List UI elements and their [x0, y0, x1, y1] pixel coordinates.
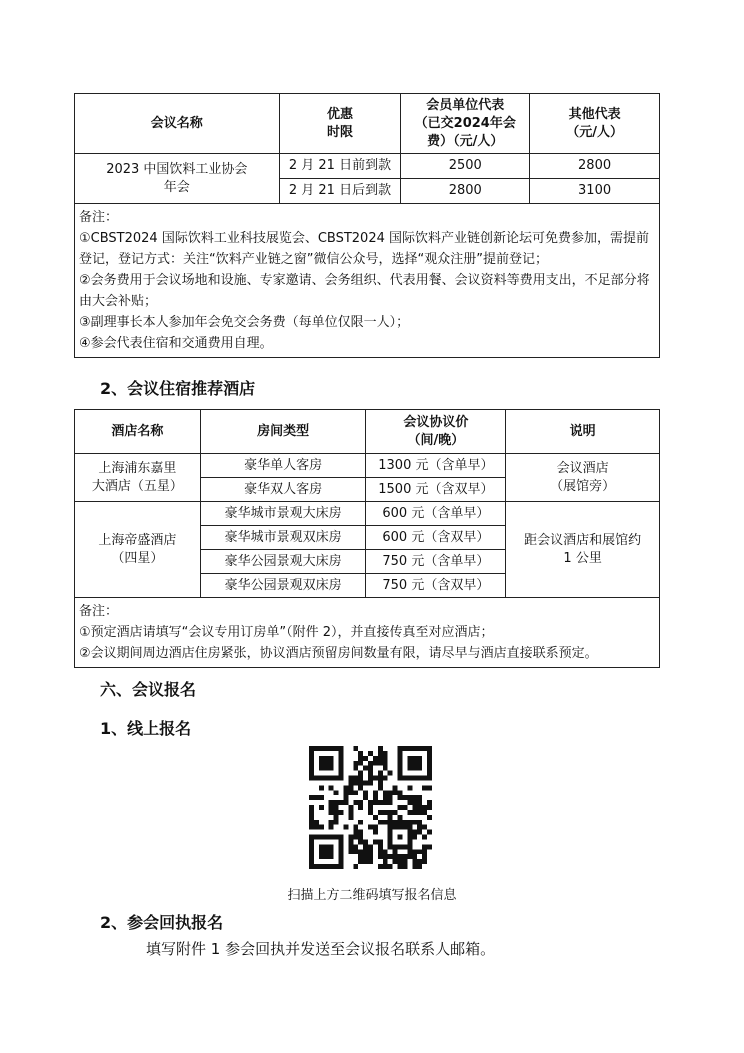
qr-caption: 扫描上方二维码填写报名信息 — [287, 888, 457, 903]
room-type-cell: 豪华双人客房 — [200, 478, 366, 502]
other-fee-cell: 2800 — [530, 154, 660, 179]
hotel-notes-row — [75, 598, 660, 668]
other-fee-cell: 3100 — [530, 179, 660, 204]
receipt-registration-title: 2、参会回执报名 — [100, 913, 224, 932]
room-price-cell: 600 元（含单早） — [366, 502, 506, 526]
fee-table — [74, 93, 660, 358]
note-line: 备注： — [79, 604, 119, 619]
header-meeting-name: 会议名称 — [75, 94, 280, 154]
hotel-note-cell: 距会议酒店和展馆约 1 公里 — [506, 502, 660, 598]
period-cell: 2 月 21 日后到款 — [279, 179, 401, 204]
hotel-name-cell: 上海帝盛酒店 （四星） — [75, 502, 201, 598]
note-line: ④参会代表住宿和交通费用自理。 — [79, 336, 273, 351]
header-discount-period: 优惠 时限 — [279, 94, 401, 154]
fee-row — [75, 154, 660, 179]
hotel-table-header-row — [75, 410, 660, 454]
header-hotel-name: 酒店名称 — [75, 410, 201, 454]
header-member-fee: 会员单位代表 （已交2024年会 费）（元/人） — [401, 94, 530, 154]
header-price: 会议协议价 （间/晚） — [366, 410, 506, 454]
room-price-cell: 1500 元（含双早） — [366, 478, 506, 502]
section-hotel-title: 2、会议住宿推荐酒店 — [100, 379, 256, 398]
note-line: ①CBST2024 国际饮料工业科技展览会、CBST2024 国际饮料产业链创新论坛可免费参加，需提前登记，登记方式：关注“饮料产业链之窗”微信公众号，选择“观众注册”提前登记； — [79, 231, 650, 267]
room-type-cell: 豪华城市景观双床房 — [200, 526, 366, 550]
note-line: ①预定酒店请填写“会议专用订房单”（附件 2），并直接传真至对应酒店； — [79, 625, 494, 640]
section-registration-title: 六、会议报名 — [100, 680, 197, 699]
room-type-cell: 豪华城市景观大床房 — [200, 502, 366, 526]
header-other-fee: 其他代表 （元/人） — [530, 94, 660, 154]
note-line: ②会议期间周边酒店住房紧张，协议酒店预留房间数量有限，请尽早与酒店直接联系预定。 — [79, 646, 598, 661]
member-fee-cell: 2500 — [401, 154, 530, 179]
room-type-cell: 豪华公园景观双床房 — [200, 574, 366, 598]
receipt-instruction: 填写附件 1 参会回执并发送至会议报名联系人邮箱。 — [146, 940, 496, 958]
hotel-note-cell: 会议酒店 （展馆旁） — [506, 454, 660, 502]
hotel-table — [74, 409, 660, 668]
hotel-name-cell: 上海浦东嘉里 大酒店（五星） — [75, 454, 201, 502]
room-price-cell: 750 元（含双早） — [366, 574, 506, 598]
fee-table-header-row — [75, 94, 660, 154]
hotel-notes — [75, 598, 660, 668]
room-type-cell: 豪华公园景观大床房 — [200, 550, 366, 574]
fee-notes — [75, 204, 660, 358]
room-row — [75, 502, 660, 526]
room-type-cell: 豪华单人客房 — [200, 454, 366, 478]
room-price-cell: 600 元（含双早） — [366, 526, 506, 550]
member-fee-cell: 2800 — [401, 179, 530, 204]
online-registration-title: 1、线上报名 — [100, 719, 192, 738]
fee-notes-row — [75, 204, 660, 358]
note-line: ②会务费用于会议场地和设施、专家邀请、会务组织、代表用餐、会议资料等费用支出，不足部分将由大会补贴； — [79, 273, 650, 309]
note-line: 备注： — [79, 210, 119, 225]
header-room-type: 房间类型 — [200, 410, 366, 454]
room-price-cell: 1300 元（含单早） — [366, 454, 506, 478]
qr-code-icon — [309, 746, 432, 869]
meeting-name-cell: 2023 中国饮料工业协会 年会 — [75, 154, 280, 204]
room-price-cell: 750 元（含单早） — [366, 550, 506, 574]
header-description: 说明 — [506, 410, 660, 454]
note-line: ③副理事长本人参加年会免交会务费（每单位仅限一人）； — [79, 315, 410, 330]
room-row — [75, 454, 660, 478]
period-cell: 2 月 21 日前到款 — [279, 154, 401, 179]
